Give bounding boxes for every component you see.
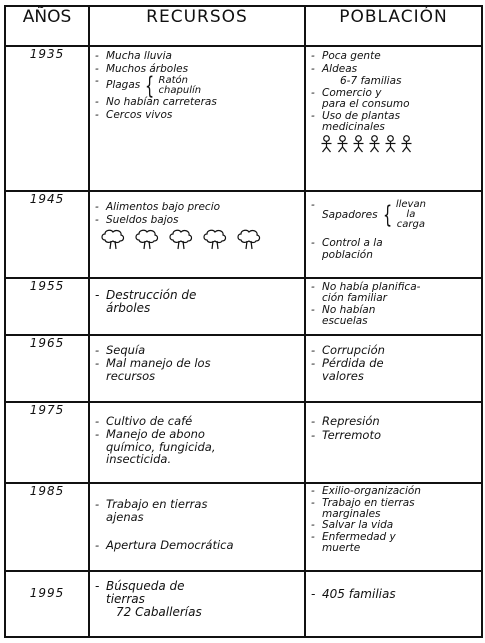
header-row (5, 6, 482, 46)
person-icon (384, 135, 397, 153)
person-icon (368, 135, 381, 153)
list-item: - Sequía (94, 344, 301, 357)
list-item: - Destrucción de (94, 289, 301, 302)
list-item-continuation: recursos (106, 368, 156, 383)
person-icon (320, 135, 333, 153)
list-item: - Poca gente (310, 51, 478, 63)
resources-cell (89, 46, 305, 191)
tree-icon (134, 228, 160, 250)
table-row (5, 483, 482, 570)
resources-cell (89, 402, 305, 483)
resources-cell (89, 483, 305, 570)
list-item: - Pérdida de (310, 357, 478, 370)
year-cell: 1985 (5, 483, 89, 570)
list-item: - Control a la (310, 238, 478, 250)
plagas-label: - Plagas (106, 79, 141, 92)
year-cell: 1935 (5, 46, 89, 191)
year-cell: 1955 (5, 278, 89, 335)
list-item-continuation: químico, fungicida, (106, 439, 216, 454)
tree-icon (168, 228, 194, 250)
table-row (5, 191, 482, 277)
person-figures (310, 135, 478, 153)
year-cell: 1945 (5, 191, 89, 277)
person-icon (400, 135, 413, 153)
list-item: - Mucha lluvia (94, 51, 301, 63)
list-item: - Mal manejo de los (94, 357, 301, 370)
list-item: - Sueldos bajos (94, 215, 301, 227)
history-table (4, 5, 483, 638)
resources-cell (89, 571, 305, 637)
list-item: - Alimentos bajo precio (94, 202, 301, 214)
list-item (310, 200, 478, 230)
list-item: - Enfermedad y (310, 532, 478, 543)
header-years: AÑOS (5, 6, 89, 46)
tree-icon (100, 228, 126, 250)
table-row (5, 46, 482, 191)
list-item-continuation: insecticida. (106, 452, 172, 467)
list-item: - Comercio y (310, 88, 478, 100)
list-item-continuation: muerte (322, 542, 361, 555)
list-item-continuation: valores (322, 368, 364, 383)
list-item: - No había planifica- (310, 282, 478, 294)
header-population: POBLACIÓN (305, 6, 482, 46)
population-cell (305, 191, 482, 277)
tree-icon (202, 228, 228, 250)
brace-icon: { (382, 201, 392, 230)
year-cell: 1995 (5, 571, 89, 637)
year-cell: 1965 (5, 335, 89, 402)
sapadores-label: - Sapadores (322, 208, 378, 221)
table-row (5, 402, 482, 483)
list-item: - Manejo de abono (94, 428, 301, 441)
tree-icon (236, 228, 262, 250)
header-resources: RECURSOS (89, 6, 305, 46)
list-item (94, 72, 301, 100)
population-cell (305, 571, 482, 637)
year-cell: 1975 (5, 402, 89, 483)
list-item: - Corrupción (310, 344, 478, 357)
table-row (5, 278, 482, 335)
population-cell (305, 483, 482, 570)
list-item: - Cercos vivos (94, 110, 301, 122)
sapadores-item: carga (396, 219, 425, 231)
plagas-item: chapulín (158, 85, 202, 96)
plagas-item: Ratón (158, 75, 188, 86)
list-item: - Aldeas (310, 64, 478, 76)
list-item-continuation: tierras (106, 591, 145, 606)
list-item-continuation: medicinales (322, 121, 385, 133)
list-item: - Terremoto (310, 429, 478, 442)
population-cell (305, 402, 482, 483)
resources-cell (89, 191, 305, 277)
population-cell (305, 335, 482, 402)
person-icon (336, 135, 349, 153)
table-row (5, 571, 482, 637)
sapadores-item: la (406, 209, 416, 221)
tree-icons (94, 228, 301, 250)
list-item: - Muchos árboles (94, 64, 301, 76)
list-item: - Represión (310, 415, 478, 428)
list-item-continuation: 6-7 familias (340, 75, 402, 87)
list-item-continuation: escuelas (322, 315, 368, 328)
population-cell (305, 46, 482, 191)
list-item: - No habían carreteras (94, 97, 301, 109)
list-item: - Trabajo en tierras (94, 498, 301, 511)
list-item: - No habían (310, 305, 478, 317)
list-item: - 405 familias (310, 588, 478, 601)
list-item-continuation: ción familiar (322, 292, 387, 305)
sapadores-item: llevan (395, 199, 426, 211)
list-item-continuation: marginales (322, 508, 381, 521)
table-row (5, 335, 482, 402)
list-item-continuation: árboles (106, 300, 151, 315)
list-item-continuation: 72 Caballerías (116, 604, 202, 619)
list-item: - Cultivo de café (94, 415, 301, 428)
population-cell (305, 278, 482, 335)
list-item: - Exilio-organización (310, 486, 478, 497)
list-item: - Apertura Democrática (94, 539, 301, 552)
resources-cell (89, 335, 305, 402)
list-item-continuation: ajenas (106, 509, 144, 524)
list-item: - Búsqueda de (94, 580, 301, 593)
resources-cell (89, 278, 305, 335)
list-item: - Trabajo en tierras (310, 498, 478, 509)
list-item-continuation: para el consumo (322, 98, 410, 110)
person-icon (352, 135, 365, 153)
brace-icon: { (145, 72, 155, 100)
list-item-continuation: población (322, 248, 373, 261)
list-item: - Salvar la vida (310, 520, 478, 531)
list-item: - Uso de plantas (310, 111, 478, 123)
